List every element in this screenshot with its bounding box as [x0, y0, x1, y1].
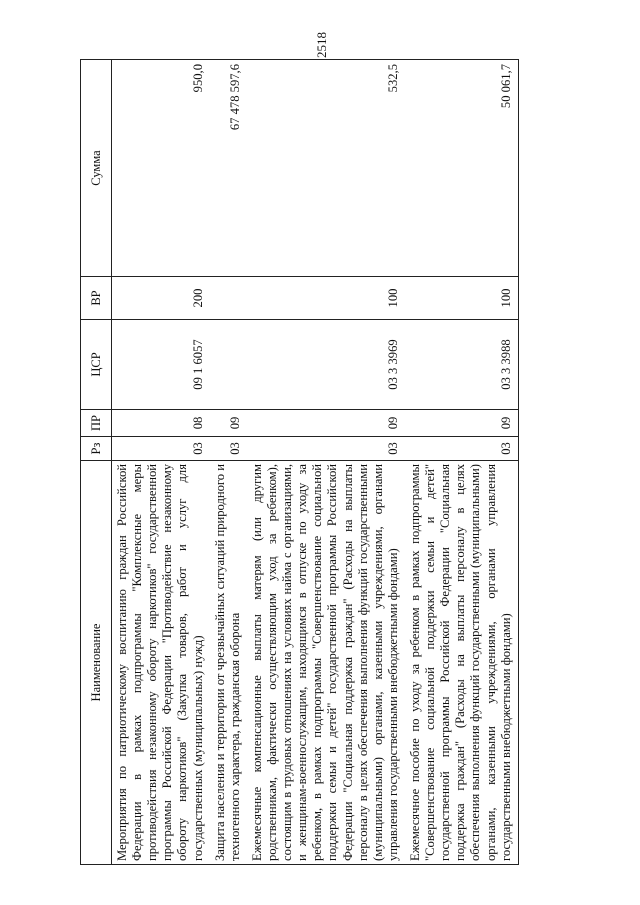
row-csr: 03 3 3988: [405, 320, 518, 410]
row-rz: 03: [112, 437, 210, 461]
page-number-text: 2518: [314, 32, 329, 58]
row-sum: 950,0: [112, 60, 210, 277]
row-name: Ежемесячные компенсационные выплаты матерям (или другим родственникам, фактически осуществляющим уход за ребенком), состоящим в трудовых отношениях на условиях найма с организациями, и женщинам-военнослужащим, находящимся в отпуске по уходу за ребенком, в рамках подпрограммы "Совершенствование социальной поддержки семьи и детей" государственной программы Российской Федерации "Социальная поддержка граждан" (Расходы на выплаты персоналу в целях обеспечения выполнения функций государственными (муниципальными) органами, казенными учреждениями, органами управления государственными внебюджетными фондами): [247, 461, 405, 865]
row-csr: 09 1 6057: [112, 320, 210, 410]
header-csr: ЦСР: [81, 320, 112, 410]
row-csr: [210, 320, 247, 410]
header-rz: Рз: [81, 437, 112, 461]
header-sum: Сумма: [81, 60, 112, 277]
row-pr: 09: [405, 410, 518, 437]
table-header: [81, 60, 112, 865]
row-name: Ежемесячное пособие по уходу за ребенком в рамках подпрограммы "Совершенствование социальной поддержки семьи и детей" государственной программы Российской Федерации "Социальная поддержка граждан" (Расходы на выплаты персоналу в целях обеспечения выполнения функций государственными (муниципальными) органами, казенными учреждениями, органами управления государственными внебюджетными фондами): [405, 461, 518, 865]
row-csr: 03 3 3969: [247, 320, 405, 410]
row-pr: 09: [247, 410, 405, 437]
table-row: [210, 60, 247, 865]
budget-table: [80, 59, 519, 865]
table-row: [405, 60, 518, 865]
table-row: [112, 60, 210, 865]
row-pr: 08: [112, 410, 210, 437]
header-pr: ПР: [81, 410, 112, 437]
row-pr: 09: [210, 410, 247, 437]
row-name: Защита населения и территории от чрезвычайных ситуаций природного и техногенного характера, гражданская оборона: [210, 461, 247, 865]
row-vr: 200: [112, 277, 210, 320]
row-sum: 532,5: [247, 60, 405, 277]
row-rz: 03: [405, 437, 518, 461]
row-name: Мероприятия по патриотическому воспитанию граждан Российской Федерации в рамках подпрограммы "Комплексные меры противодействия незаконному обороту наркотиков" государственной программы Российской Федерации "Противодействие незаконному обороту наркотиков" (Закупка товаров, работ и услуг для государственных (муниципальных) нужд): [112, 461, 210, 865]
row-rz: 03: [210, 437, 247, 461]
row-sum: 50 061,7: [405, 60, 518, 277]
table-row: [247, 60, 405, 865]
row-rz: 03: [247, 437, 405, 461]
row-vr: 100: [247, 277, 405, 320]
row-vr: [210, 277, 247, 320]
row-vr: 100: [405, 277, 518, 320]
header-name: Наименование: [81, 461, 112, 865]
header-vr: ВР: [81, 277, 112, 320]
rotated-budget-table: [80, 60, 590, 865]
row-sum: 67 478 597,6: [210, 60, 247, 277]
